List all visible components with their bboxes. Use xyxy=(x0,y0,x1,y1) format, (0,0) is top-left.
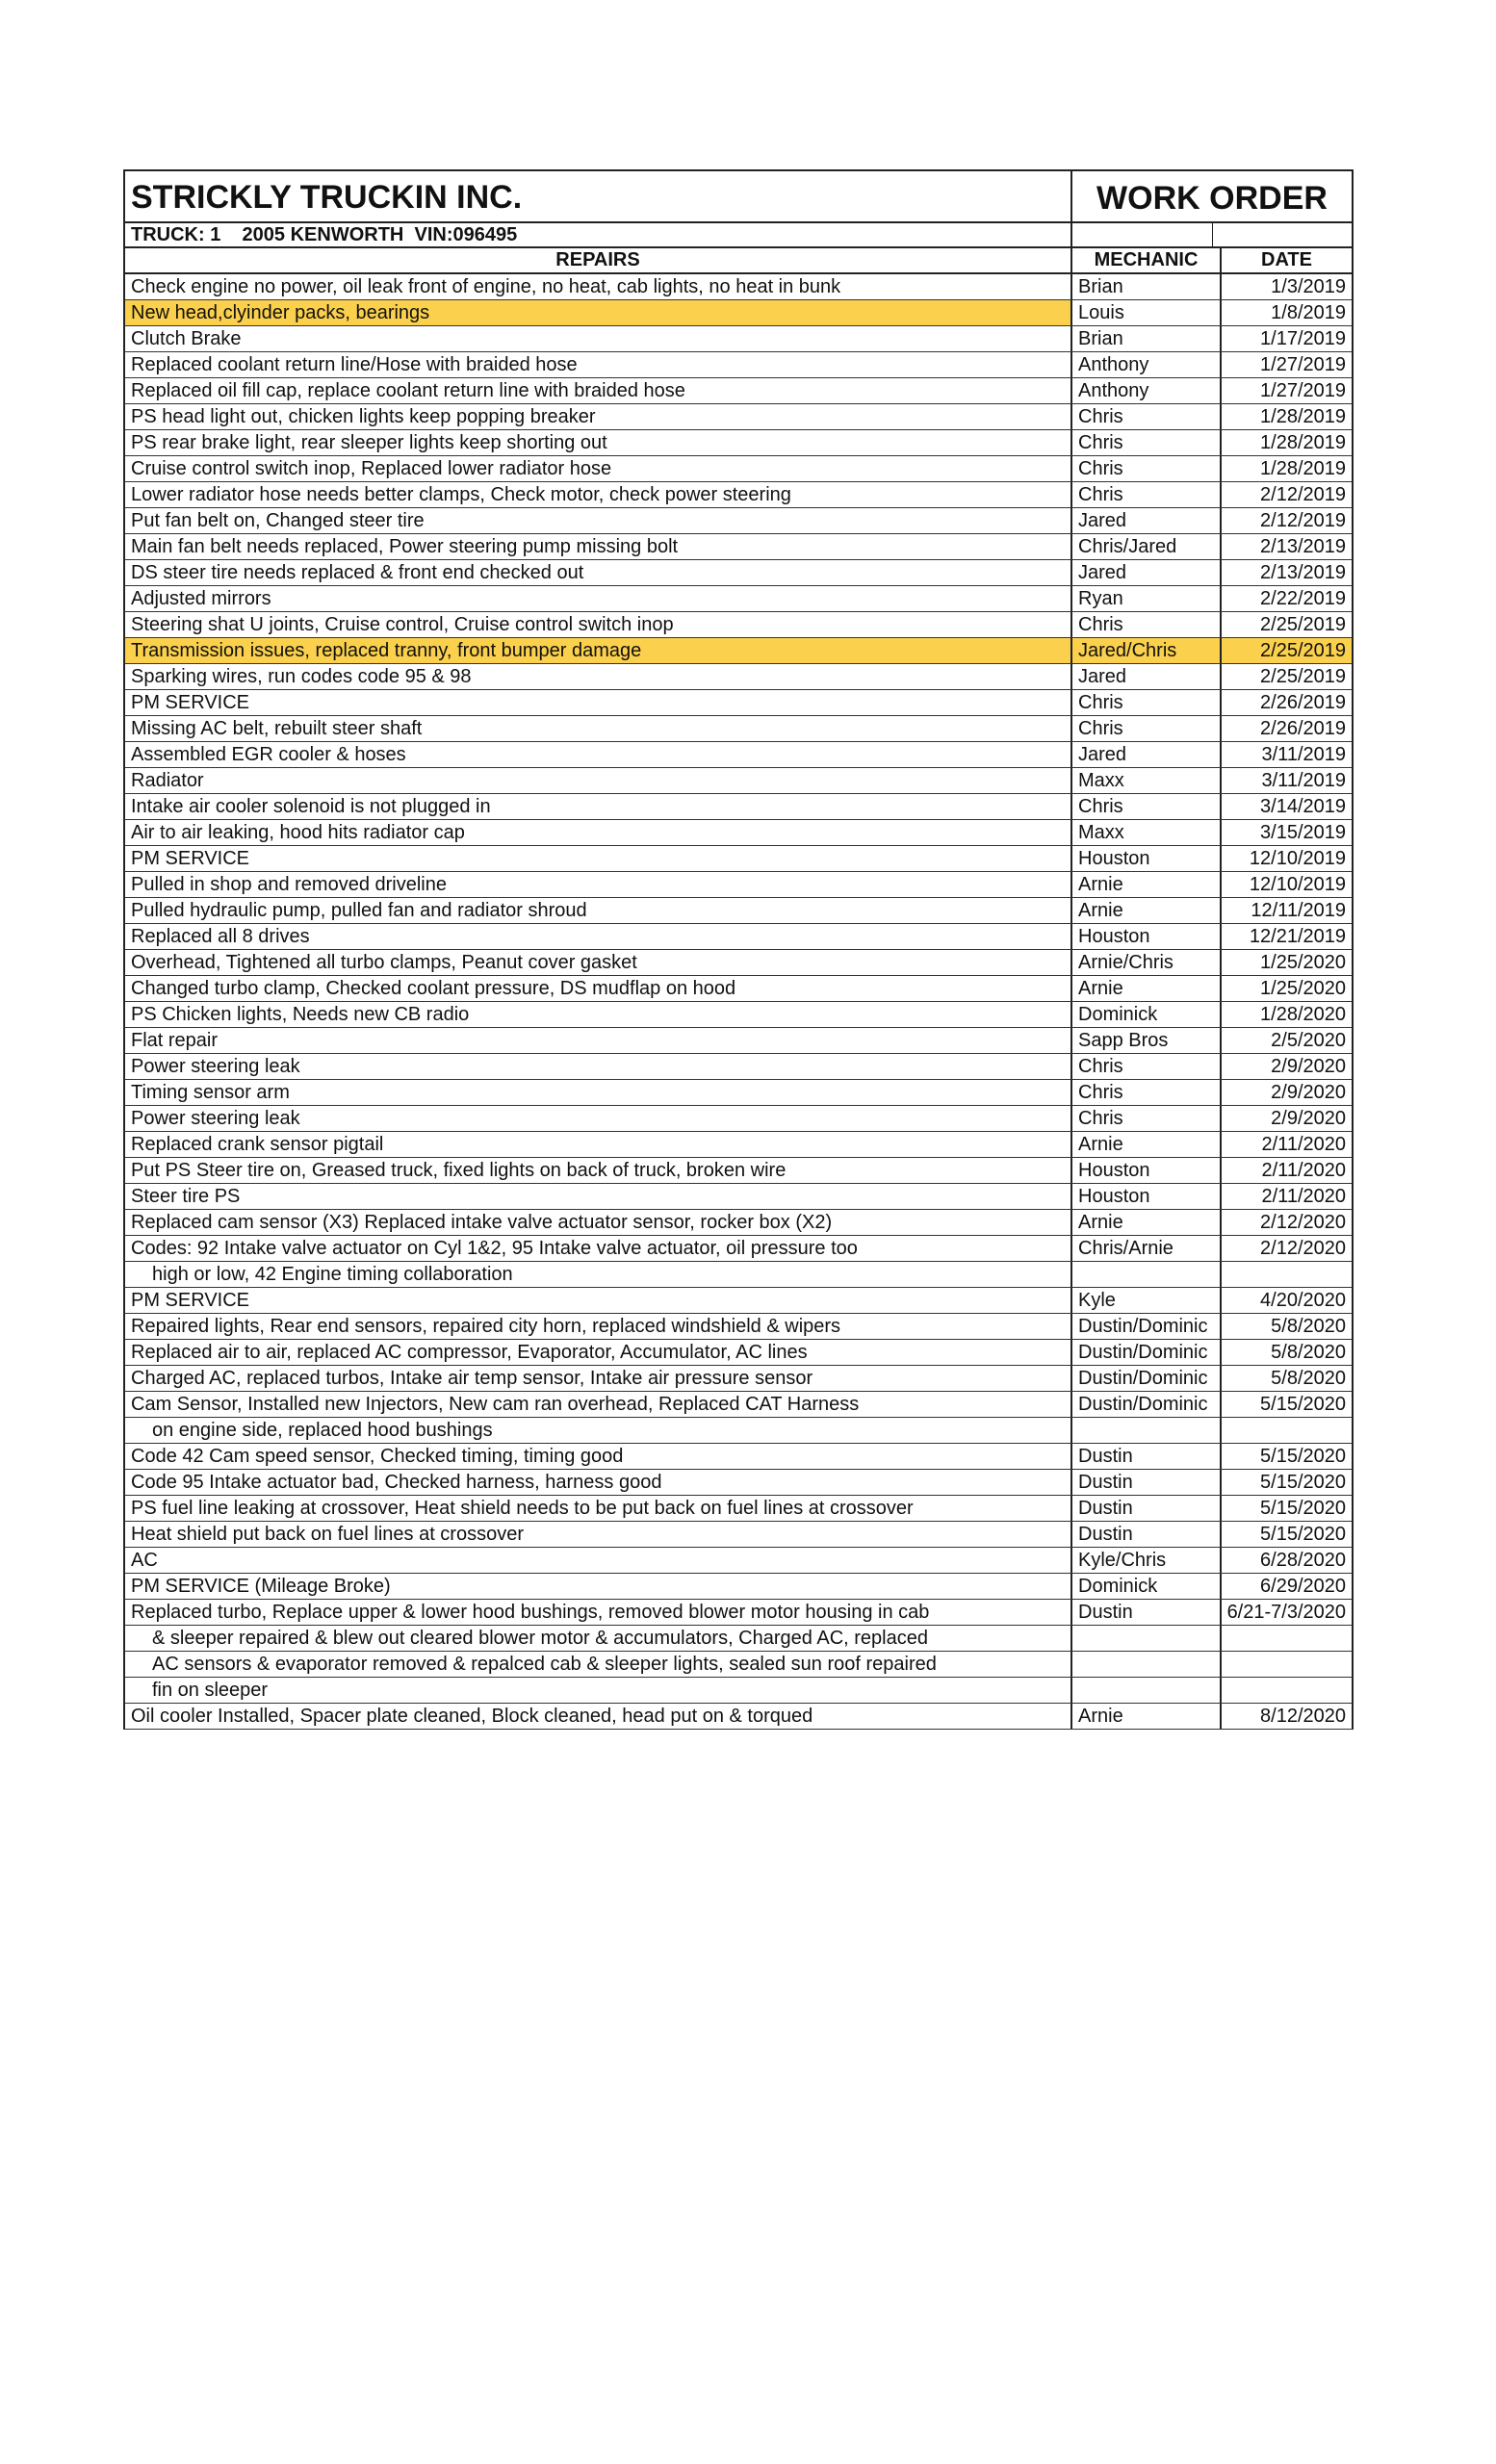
repair-cell: Charged AC, replaced turbos, Intake air temp sensor, Intake air pressure sensor xyxy=(125,1366,1072,1391)
table-row xyxy=(123,794,1354,820)
date-cell: 5/15/2020 xyxy=(1260,1446,1346,1467)
date-cell: 2/25/2019 xyxy=(1222,638,1352,663)
date-cell: 4/20/2020 xyxy=(1260,1290,1346,1311)
repair-cell: Cruise control switch inop, Replaced lower radiator hose xyxy=(125,456,1072,481)
mechanic-cell: Maxx xyxy=(1072,820,1222,845)
date-cell xyxy=(1222,1652,1352,1677)
date-cell: 12/11/2019 xyxy=(1251,900,1346,921)
mechanic-cell xyxy=(1072,1262,1222,1287)
mechanic-cell: Houston xyxy=(1072,1184,1222,1209)
repair-cell: Transmission issues, replaced tranny, front bumper damage xyxy=(125,638,1072,663)
table-row xyxy=(123,1080,1354,1106)
repair-cell: AC xyxy=(125,1548,1072,1573)
work-order-title: WORK ORDER xyxy=(1096,180,1328,217)
table-row xyxy=(123,612,1354,638)
mechanic-cell: Jared xyxy=(1072,742,1222,767)
table-row xyxy=(123,1418,1354,1444)
date-cell: 12/21/2019 xyxy=(1249,926,1346,947)
table-row xyxy=(123,1444,1354,1470)
mechanic-cell: Brian xyxy=(1072,326,1222,351)
repair-cell: PS fuel line leaking at crossover, Heat shield needs to be put back on fuel lines at crossover xyxy=(125,1496,1072,1521)
mechanic-cell: Anthony xyxy=(1072,352,1222,377)
date-cell xyxy=(1222,1626,1352,1651)
repair-cell: Replaced cam sensor (X3) Replaced intake valve actuator sensor, rocker box (X2) xyxy=(125,1210,1072,1235)
repair-cell: Pulled hydraulic pump, pulled fan and radiator shroud xyxy=(125,898,1072,923)
date-cell: 1/28/2019 xyxy=(1260,458,1346,479)
repair-cell: Flat repair xyxy=(125,1028,1072,1053)
table-row xyxy=(123,1704,1354,1730)
date-cell: 2/25/2019 xyxy=(1260,614,1346,635)
repair-cell: Replaced crank sensor pigtail xyxy=(125,1132,1072,1157)
date-cell: 2/11/2020 xyxy=(1261,1186,1346,1207)
repair-cell: Clutch Brake xyxy=(125,326,1072,351)
repair-cell: PS Chicken lights, Needs new CB radio xyxy=(125,1002,1072,1027)
table-row xyxy=(123,846,1354,872)
table-row xyxy=(123,872,1354,898)
mechanic-cell: Ryan xyxy=(1072,586,1222,611)
mechanic-cell: Dustin/Dominic xyxy=(1072,1366,1222,1391)
date-cell: 1/25/2020 xyxy=(1260,952,1346,973)
repair-cell: Assembled EGR cooler & hoses xyxy=(125,742,1072,767)
date-cell: 3/15/2019 xyxy=(1260,822,1346,843)
mechanic-cell: Arnie xyxy=(1072,976,1222,1001)
mechanic-cell: Dustin/Dominic xyxy=(1072,1314,1222,1339)
date-cell: 3/11/2019 xyxy=(1261,744,1346,765)
repair-cell: Replaced all 8 drives xyxy=(125,924,1072,949)
repair-cell: & sleeper repaired & blew out cleared blower motor & accumulators, Charged AC, replaced xyxy=(125,1626,1072,1651)
mechanic-cell: Chris xyxy=(1072,456,1222,481)
date-cell: 2/9/2020 xyxy=(1271,1082,1346,1103)
table-row xyxy=(123,300,1354,326)
mechanic-cell: Dominick xyxy=(1072,1002,1222,1027)
date-cell: 2/12/2020 xyxy=(1260,1212,1346,1233)
mechanic-cell: Chris xyxy=(1072,690,1222,715)
date-cell: 5/8/2020 xyxy=(1271,1368,1346,1389)
date-cell: 1/27/2019 xyxy=(1260,354,1346,375)
repair-cell: Codes: 92 Intake valve actuator on Cyl 1&2, 95 Intake valve actuator, oil pressure too xyxy=(125,1236,1072,1261)
repair-cell: Replaced air to air, replaced AC compressor, Evaporator, Accumulator, AC lines xyxy=(125,1340,1072,1365)
date-cell: 2/11/2020 xyxy=(1261,1160,1346,1181)
repair-cell: Lower radiator hose needs better clamps, Check motor, check power steering xyxy=(125,482,1072,507)
table-row xyxy=(123,378,1354,404)
table-row xyxy=(123,1210,1354,1236)
mechanic-cell: Chris/Arnie xyxy=(1072,1236,1222,1261)
table-row xyxy=(123,976,1354,1002)
repair-cell: Steering shat U joints, Cruise control, Cruise control switch inop xyxy=(125,612,1072,637)
mechanic-cell: Dustin/Dominic xyxy=(1072,1392,1222,1417)
date-cell: 1/28/2019 xyxy=(1260,406,1346,427)
mechanic-cell: Chris xyxy=(1072,612,1222,637)
date-cell: 2/13/2019 xyxy=(1260,536,1346,557)
table-row xyxy=(123,1366,1354,1392)
table-row xyxy=(123,742,1354,768)
mechanic-cell: Arnie xyxy=(1072,872,1222,897)
table-row xyxy=(123,924,1354,950)
table-row xyxy=(123,1236,1354,1262)
date-cell: 5/15/2020 xyxy=(1260,1472,1346,1493)
repair-cell: Pulled in shop and removed driveline xyxy=(125,872,1072,897)
sheet-header xyxy=(123,169,1354,223)
table-row xyxy=(123,1184,1354,1210)
table-row xyxy=(123,1392,1354,1418)
date-cell: 12/10/2019 xyxy=(1249,848,1346,869)
date-cell: 6/28/2020 xyxy=(1260,1550,1346,1571)
table-row xyxy=(123,1340,1354,1366)
table-row xyxy=(123,1132,1354,1158)
table-row xyxy=(123,1314,1354,1340)
repair-cell: Cam Sensor, Installed new Injectors, New cam ran overhead, Replaced CAT Harness xyxy=(125,1392,1072,1417)
table-row xyxy=(123,430,1354,456)
mechanic-cell: Chris xyxy=(1072,794,1222,819)
date-cell: 2/11/2020 xyxy=(1261,1134,1346,1155)
date-cell: 12/10/2019 xyxy=(1249,874,1346,895)
table-row xyxy=(123,1626,1354,1652)
repair-cell: Put PS Steer tire on, Greased truck, fixed lights on back of truck, broken wire xyxy=(125,1158,1072,1183)
date-cell: 8/12/2020 xyxy=(1260,1706,1346,1727)
table-row xyxy=(123,508,1354,534)
repair-cell: high or low, 42 Engine timing collaboration xyxy=(125,1262,1072,1287)
mechanic-cell: Chris xyxy=(1072,1054,1222,1079)
date-cell: 1/27/2019 xyxy=(1260,380,1346,401)
repair-cell: Steer tire PS xyxy=(125,1184,1072,1209)
date-cell: 2/22/2019 xyxy=(1260,588,1346,609)
date-cell: 5/8/2020 xyxy=(1271,1316,1346,1337)
table-row xyxy=(123,560,1354,586)
mechanic-cell: Arnie xyxy=(1072,1132,1222,1157)
date-cell: 6/21-7/3/2020 xyxy=(1226,1602,1346,1623)
mechanic-cell: Chris xyxy=(1072,430,1222,455)
date-cell: 2/26/2019 xyxy=(1260,718,1346,739)
table-row xyxy=(123,274,1354,300)
mechanic-cell: Houston xyxy=(1072,1158,1222,1183)
mechanic-cell xyxy=(1072,1626,1222,1651)
table-row xyxy=(123,1002,1354,1028)
repair-cell: PM SERVICE xyxy=(125,846,1072,871)
date-cell: 3/11/2019 xyxy=(1261,770,1346,791)
mechanic-cell: Dustin xyxy=(1072,1600,1222,1625)
mechanic-cell: Dustin xyxy=(1072,1470,1222,1495)
table-row xyxy=(123,898,1354,924)
mechanic-cell: Arnie xyxy=(1072,898,1222,923)
date-cell: 2/9/2020 xyxy=(1271,1108,1346,1129)
mechanic-cell: Jared xyxy=(1072,664,1222,689)
date-cell: 5/15/2020 xyxy=(1260,1394,1346,1415)
mechanic-cell: Chris xyxy=(1072,716,1222,741)
table-row xyxy=(123,534,1354,560)
mechanic-cell: Arnie xyxy=(1072,1210,1222,1235)
repair-cell: Heat shield put back on fuel lines at crossover xyxy=(125,1522,1072,1547)
table-row xyxy=(123,768,1354,794)
table-row xyxy=(123,1054,1354,1080)
repair-cell: Air to air leaking, hood hits radiator cap xyxy=(125,820,1072,845)
table-row xyxy=(123,1600,1354,1626)
mechanic-cell: Dustin xyxy=(1072,1444,1222,1469)
mechanic-cell: Arnie xyxy=(1072,1704,1222,1729)
table-row xyxy=(123,638,1354,664)
repair-cell: PM SERVICE xyxy=(125,1288,1072,1313)
work-order-sheet xyxy=(123,169,1354,1730)
repair-cell: fin on sleeper xyxy=(125,1678,1072,1703)
mechanic-cell: Dustin xyxy=(1072,1496,1222,1521)
date-column-header: DATE xyxy=(1261,249,1312,270)
date-cell: 2/13/2019 xyxy=(1260,562,1346,583)
repair-cell: Changed turbo clamp, Checked coolant pressure, DS mudflap on hood xyxy=(125,976,1072,1001)
date-cell: 2/12/2020 xyxy=(1260,1238,1346,1259)
table-row xyxy=(123,1678,1354,1704)
table-row xyxy=(123,1262,1354,1288)
date-cell: 5/15/2020 xyxy=(1260,1498,1346,1519)
date-cell xyxy=(1222,1262,1352,1287)
repair-cell: Power steering leak xyxy=(125,1054,1072,1079)
date-cell: 1/3/2019 xyxy=(1271,276,1346,297)
table-row xyxy=(123,716,1354,742)
date-cell xyxy=(1222,1418,1352,1443)
repair-cell: Missing AC belt, rebuilt steer shaft xyxy=(125,716,1072,741)
mechanic-cell: Sapp Bros xyxy=(1072,1028,1222,1053)
repair-cell: New head,clyinder packs, bearings xyxy=(125,300,1072,325)
repair-cell: Sparking wires, run codes code 95 & 98 xyxy=(125,664,1072,689)
mechanic-cell: Arnie/Chris xyxy=(1072,950,1222,975)
mechanic-cell: Dustin/Dominic xyxy=(1072,1340,1222,1365)
table-row xyxy=(123,690,1354,716)
mechanic-cell: Houston xyxy=(1072,846,1222,871)
date-cell: 2/9/2020 xyxy=(1271,1056,1346,1077)
mechanic-cell: Chris xyxy=(1072,1106,1222,1131)
repair-cell: Overhead, Tightened all turbo clamps, Peanut cover gasket xyxy=(125,950,1072,975)
date-cell: 2/25/2019 xyxy=(1260,666,1346,687)
repair-cell: Adjusted mirrors xyxy=(125,586,1072,611)
mechanic-cell: Dominick xyxy=(1072,1574,1222,1599)
table-row xyxy=(123,1470,1354,1496)
table-row xyxy=(123,1496,1354,1522)
truck-info-row xyxy=(123,223,1354,248)
date-cell: 1/25/2020 xyxy=(1260,978,1346,999)
repair-cell: Replaced coolant return line/Hose with braided hose xyxy=(125,352,1072,377)
table-row xyxy=(123,1652,1354,1678)
mechanic-cell: Chris/Jared xyxy=(1072,534,1222,559)
table-row xyxy=(123,482,1354,508)
mechanic-cell: Chris xyxy=(1072,1080,1222,1105)
repair-cell: Radiator xyxy=(125,768,1072,793)
date-cell: 3/14/2019 xyxy=(1260,796,1346,817)
repair-cell: PS head light out, chicken lights keep popping breaker xyxy=(125,404,1072,429)
table-row xyxy=(123,456,1354,482)
table-row xyxy=(123,1548,1354,1574)
mechanic-cell: Jared xyxy=(1072,560,1222,585)
mechanic-cell: Jared xyxy=(1072,508,1222,533)
mechanic-cell xyxy=(1072,1418,1222,1443)
date-cell: 1/17/2019 xyxy=(1260,328,1346,349)
mechanic-cell: Chris xyxy=(1072,482,1222,507)
repair-cell: Timing sensor arm xyxy=(125,1080,1072,1105)
date-cell: 1/8/2019 xyxy=(1271,302,1346,323)
repair-cell: on engine side, replaced hood bushings xyxy=(125,1418,1072,1443)
table-row xyxy=(123,1028,1354,1054)
mechanic-cell: Kyle/Chris xyxy=(1072,1548,1222,1573)
column-header-row xyxy=(123,248,1354,274)
table-row xyxy=(123,950,1354,976)
date-cell: 5/8/2020 xyxy=(1271,1342,1346,1363)
mechanic-cell xyxy=(1072,1678,1222,1703)
repair-cell: Power steering leak xyxy=(125,1106,1072,1131)
mechanic-cell: Louis xyxy=(1072,300,1222,325)
repair-rows xyxy=(123,274,1354,1730)
date-cell: 2/12/2019 xyxy=(1260,510,1346,531)
mechanic-cell: Dustin xyxy=(1072,1522,1222,1547)
date-cell: 2/26/2019 xyxy=(1260,692,1346,713)
mechanic-cell: Jared/Chris xyxy=(1072,638,1222,663)
date-cell: 2/5/2020 xyxy=(1271,1030,1346,1051)
mechanic-cell: Anthony xyxy=(1072,378,1222,403)
repair-cell: Intake air cooler solenoid is not plugged in xyxy=(125,794,1072,819)
repair-cell: Oil cooler Installed, Spacer plate cleaned, Block cleaned, head put on & torqued xyxy=(125,1704,1072,1729)
date-cell: 1/28/2020 xyxy=(1260,1004,1346,1025)
company-name: STRICKLY TRUCKIN INC. xyxy=(125,171,1072,221)
repair-cell: Replaced turbo, Replace upper & lower hood bushings, removed blower motor housing in cab xyxy=(125,1600,1072,1625)
truck-info: TRUCK: 1 2005 KENWORTH VIN:096495 xyxy=(125,223,1072,246)
table-row xyxy=(123,1574,1354,1600)
repair-cell: Main fan belt needs replaced, Power steering pump missing bolt xyxy=(125,534,1072,559)
table-row xyxy=(123,1106,1354,1132)
repair-cell: PM SERVICE (Mileage Broke) xyxy=(125,1574,1072,1599)
repair-cell: Repaired lights, Rear end sensors, repaired city horn, replaced windshield & wipers xyxy=(125,1314,1072,1339)
table-row xyxy=(123,820,1354,846)
repair-cell: Replaced oil fill cap, replace coolant return line with braided hose xyxy=(125,378,1072,403)
repair-cell: Code 42 Cam speed sensor, Checked timing, timing good xyxy=(125,1444,1072,1469)
table-row xyxy=(123,1288,1354,1314)
date-cell: 5/15/2020 xyxy=(1260,1524,1346,1545)
table-row xyxy=(123,404,1354,430)
table-row xyxy=(123,586,1354,612)
mechanic-cell: Kyle xyxy=(1072,1288,1222,1313)
date-cell xyxy=(1222,1678,1352,1703)
repair-cell: PS rear brake light, rear sleeper lights keep shorting out xyxy=(125,430,1072,455)
repair-cell: DS steer tire needs replaced & front end checked out xyxy=(125,560,1072,585)
repair-cell: Put fan belt on, Changed steer tire xyxy=(125,508,1072,533)
table-row xyxy=(123,664,1354,690)
mechanic-cell: Houston xyxy=(1072,924,1222,949)
mechanic-cell: Maxx xyxy=(1072,768,1222,793)
table-row xyxy=(123,1522,1354,1548)
mechanic-cell: Chris xyxy=(1072,404,1222,429)
date-cell: 1/28/2019 xyxy=(1260,432,1346,453)
repair-cell: Code 95 Intake actuator bad, Checked harness, harness good xyxy=(125,1470,1072,1495)
date-cell: 6/29/2020 xyxy=(1260,1576,1346,1597)
table-row xyxy=(123,326,1354,352)
date-cell: 2/12/2019 xyxy=(1260,484,1346,505)
mechanic-cell: Brian xyxy=(1072,274,1222,299)
mechanic-column-header: MECHANIC xyxy=(1072,248,1222,272)
table-row xyxy=(123,352,1354,378)
repair-cell: PM SERVICE xyxy=(125,690,1072,715)
table-row xyxy=(123,1158,1354,1184)
repair-cell: AC sensors & evaporator removed & repalced cab & sleeper lights, sealed sun roof repaired xyxy=(125,1652,1072,1677)
mechanic-cell xyxy=(1072,1652,1222,1677)
repair-cell: Check engine no power, oil leak front of engine, no heat, cab lights, no heat in bunk xyxy=(125,274,1072,299)
blank-cells xyxy=(1072,223,1352,246)
repairs-column-header: REPAIRS xyxy=(125,248,1072,272)
